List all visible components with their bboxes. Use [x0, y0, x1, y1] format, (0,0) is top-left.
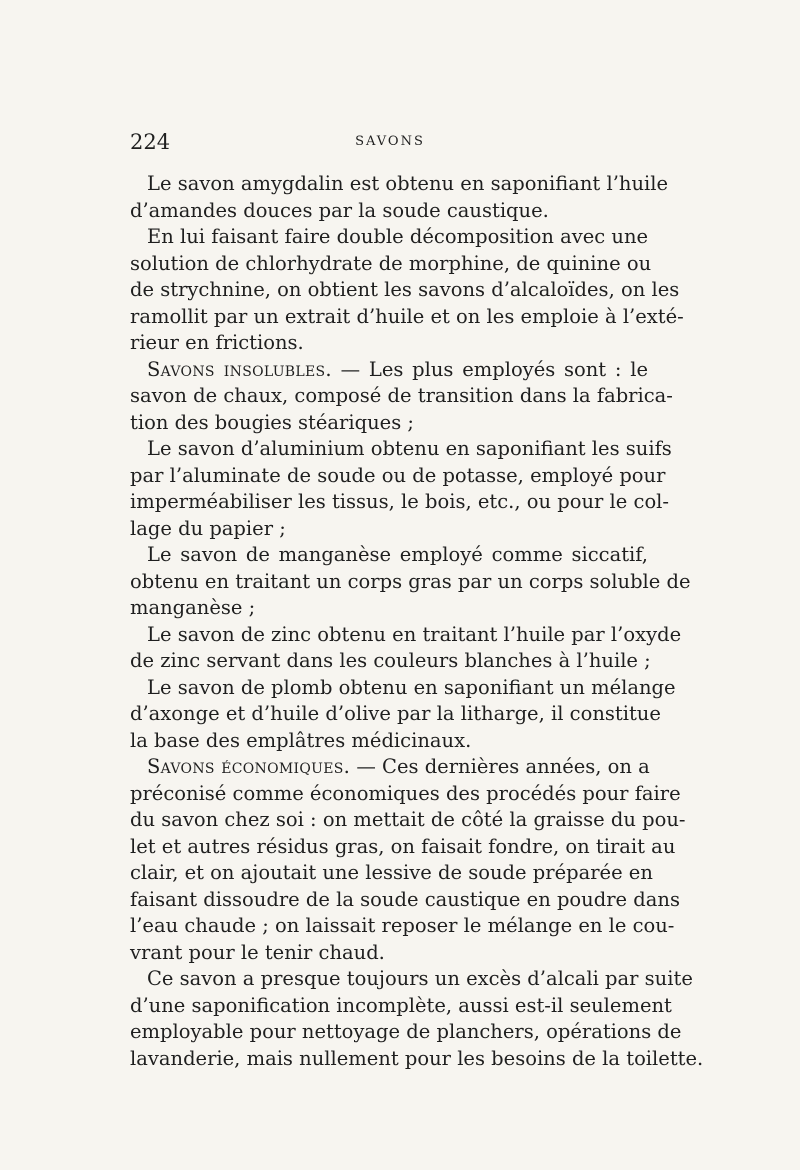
line-text: lage du papier ; — [130, 516, 286, 540]
line-text: solution de chlorhydrate de morphine, de quinine ou — [130, 251, 652, 275]
line-text: — Ces dernières années, on a — [350, 755, 650, 778]
line-text: préconisé comme économiques des procédés pour faire — [130, 781, 681, 805]
line-text: Le savon d’aluminium obtenu en saponifiant les suifs — [147, 437, 672, 460]
line-text: l’eau chaude ; on laissait reposer le mélange en le cou- — [130, 914, 675, 937]
text-line — [130, 622, 682, 649]
text-line — [130, 516, 648, 543]
line-text: Le savon de plomb obtenu en saponifiant un mélange — [147, 675, 676, 699]
text-line — [130, 781, 681, 808]
line-text: — Les plus employés sont : le — [331, 357, 648, 381]
line-text: imperméabiliser les tissus, le bois, etc., ou pour le col- — [130, 490, 670, 513]
line-text: tion des bougies stéariques ; — [130, 410, 414, 434]
line-text: Le savon de manganèse employé comme siccatif, — [147, 543, 648, 566]
text-line — [130, 330, 648, 357]
text-line — [130, 887, 680, 914]
section-heading: Savons insolubles. — [147, 357, 332, 381]
text-line — [130, 436, 672, 463]
text-line — [130, 171, 669, 198]
text-line — [130, 1019, 682, 1046]
text-line — [130, 595, 648, 622]
line-text: d’axonge et d’huile d’olive par la litharge, il constitue — [130, 702, 661, 725]
line-text: savon de chaux, composé de transition dans la fabrica- — [130, 384, 673, 407]
line-text: de zinc servant dans les couleurs blanches à l’huile ; — [130, 649, 651, 672]
text-line — [130, 304, 684, 331]
line-text: lavanderie, mais nullement pour les besoins de la toilette. — [130, 1046, 704, 1070]
line-text: du savon chez soi : on mettait de côté la graisse du pou- — [130, 808, 686, 831]
line-text: faisant dissoudre de la soude caustique en poudre dans — [130, 887, 680, 911]
text-line — [130, 410, 648, 437]
line-text: vrant pour le tenir chaud. — [130, 940, 385, 964]
text-line — [130, 569, 691, 596]
text-line — [130, 701, 661, 728]
text-line — [130, 198, 648, 225]
line-text: d’une saponification incomplète, aussi est-il seulement — [130, 993, 672, 1017]
text-line — [130, 224, 648, 251]
running-title: SAVONS — [355, 134, 425, 149]
text-line — [130, 940, 648, 967]
text-line — [130, 754, 648, 781]
text-line — [130, 966, 693, 993]
text-line — [130, 542, 648, 569]
line-text: employable pour nettoyage de planchers, opérations de — [130, 1020, 682, 1043]
text-line — [130, 1046, 704, 1073]
text-line — [130, 489, 670, 516]
line-text: manganèse ; — [130, 596, 256, 619]
text-line — [130, 913, 675, 940]
line-text: clair, et on ajoutait une lessive de soude préparée en — [130, 861, 653, 884]
text-line — [130, 728, 648, 755]
text-line — [130, 357, 648, 384]
line-text: rieur en frictions. — [130, 331, 304, 354]
text-line — [130, 383, 673, 410]
line-text: d’amandes douces par la soude caustique. — [130, 198, 549, 222]
line-text: Le savon amygdalin est obtenu en saponifiant l’huile — [147, 172, 669, 195]
line-text: Le savon de zinc obtenu en traitant l’huile par l’oxyde — [147, 622, 682, 646]
section-heading: Savons économiques. — [147, 755, 351, 778]
line-text: par l’aluminate de soude ou de potasse, employé pour — [130, 463, 666, 487]
page-number: 224 — [130, 130, 171, 154]
text-line — [130, 807, 686, 834]
body-text — [130, 171, 704, 1072]
text-line — [130, 277, 680, 304]
line-text: let et autres résidus gras, on faisait fondre, on tirait au — [130, 834, 676, 858]
text-line — [130, 860, 653, 887]
text-line — [130, 675, 676, 702]
text-line — [130, 648, 651, 675]
line-text: obtenu en traitant un corps gras par un corps soluble de — [130, 569, 691, 593]
line-text: Ce savon a presque toujours un excès d’alcali par suite — [147, 967, 693, 990]
text-line — [130, 463, 666, 490]
text-line — [130, 993, 672, 1020]
page-header — [130, 127, 650, 157]
text-line — [130, 834, 676, 861]
line-text: ramollit par un extrait d’huile et on les emploie à l’exté- — [130, 304, 684, 328]
text-line — [130, 251, 652, 278]
line-text: En lui faisant faire double décomposition avec une — [147, 225, 649, 248]
line-text: la base des emplâtres médicinaux. — [130, 728, 472, 752]
line-text: de strychnine, on obtient les savons d’alcaloïdes, on les — [130, 278, 680, 301]
